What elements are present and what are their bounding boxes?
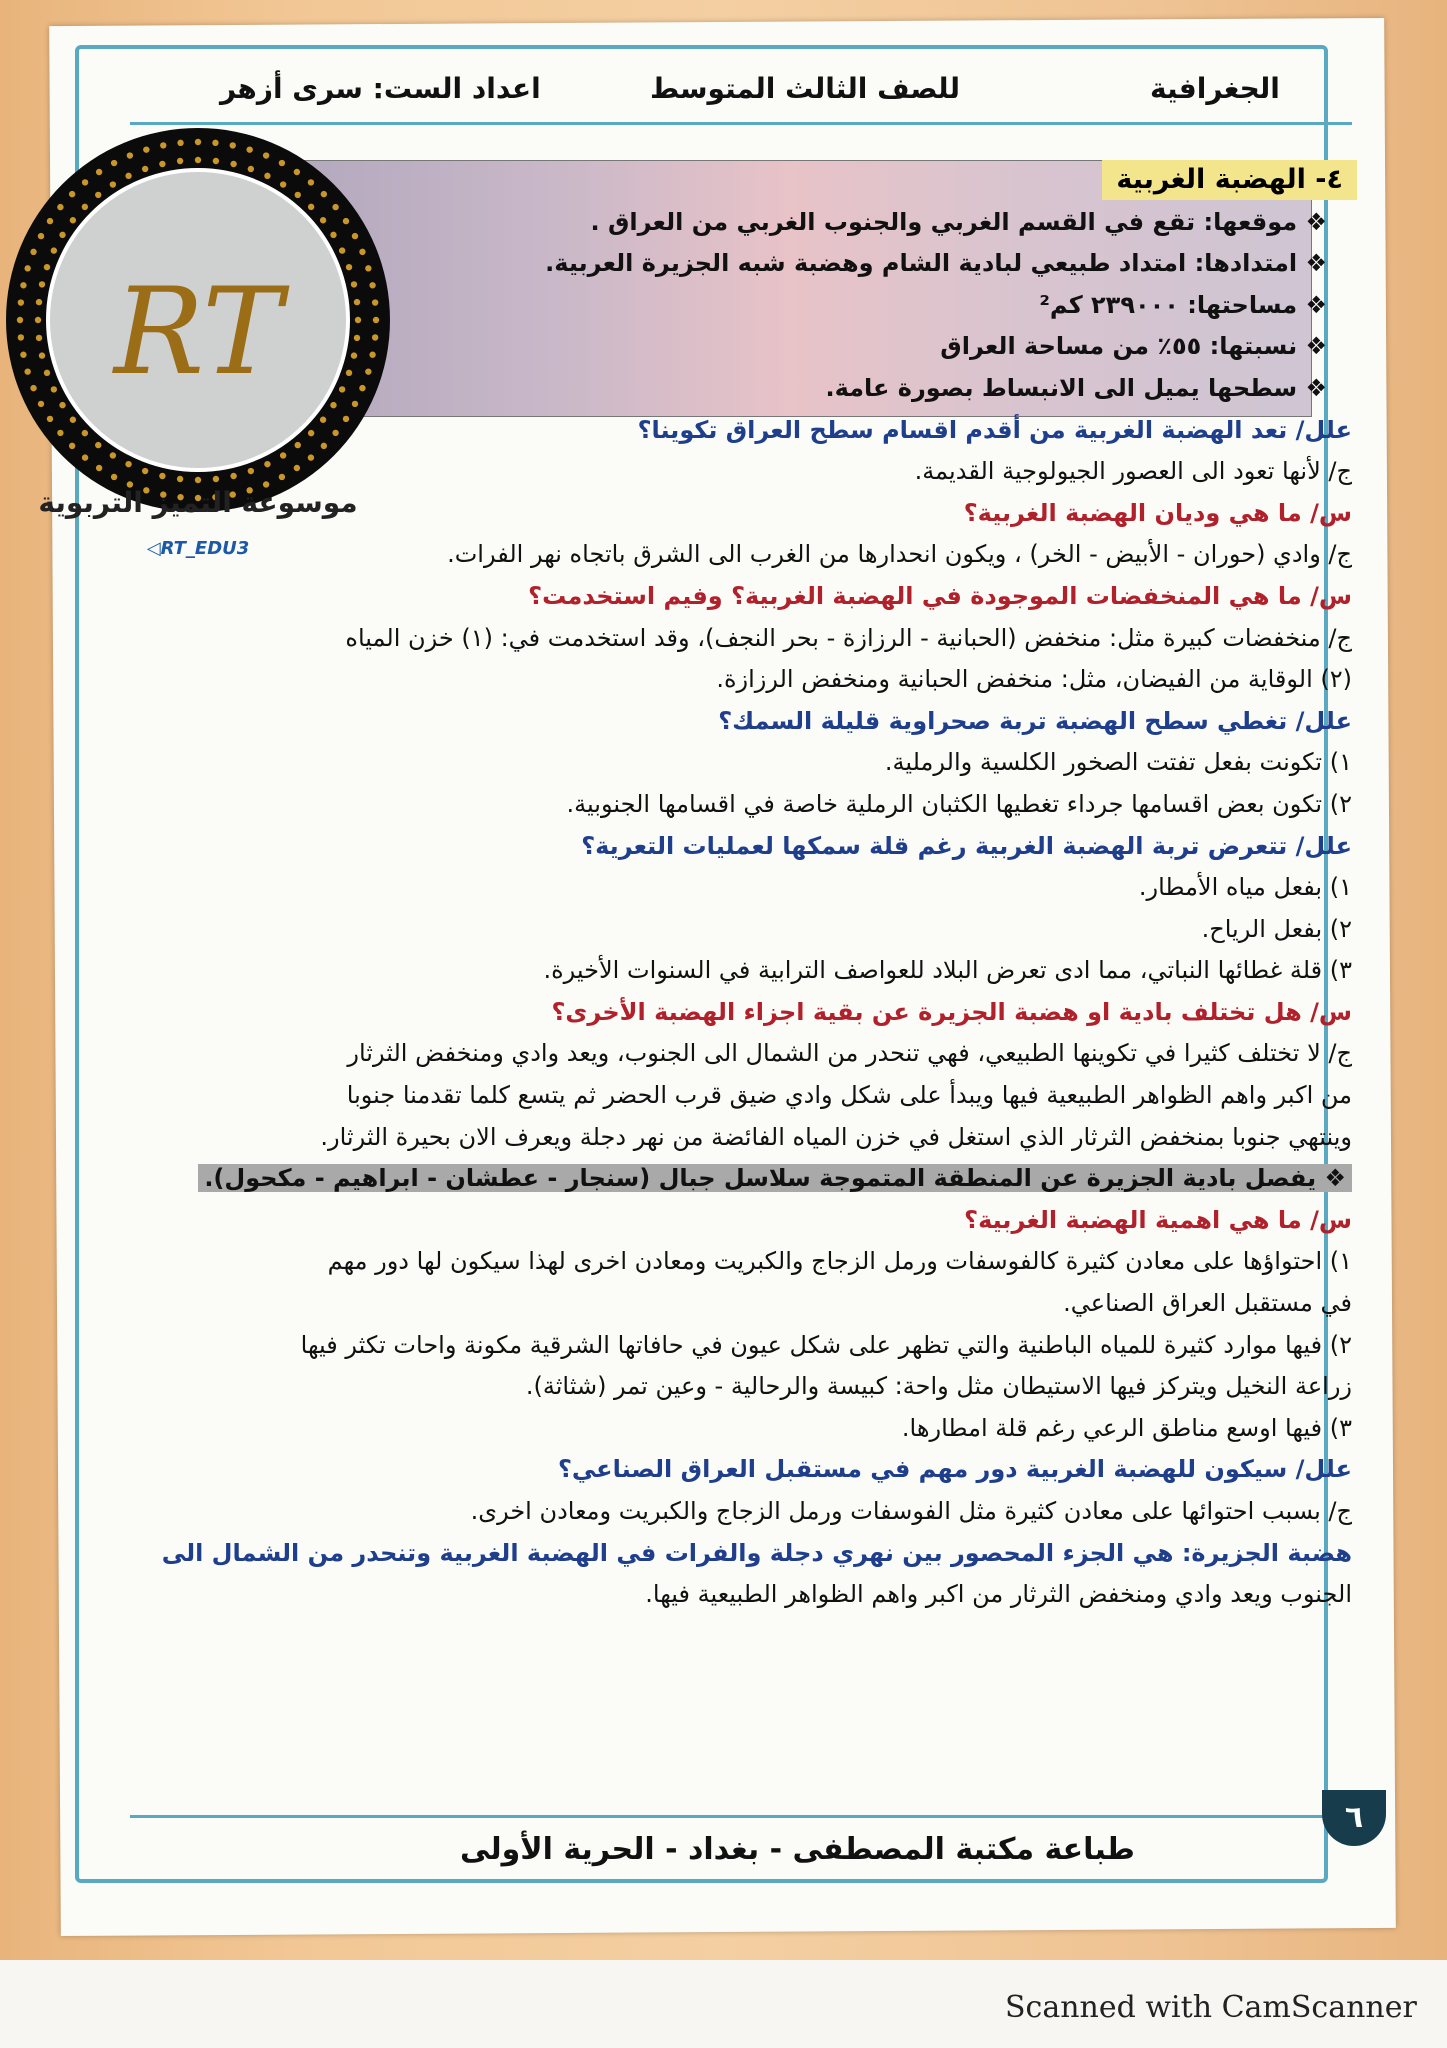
- logo-star-dot: [195, 157, 201, 163]
- logo-star-dot: [321, 191, 327, 197]
- answer-line: (٢) الوقاية من الفيضان، مثل: منخفض الحبانية ومنخفض الرزازة.: [716, 665, 1352, 694]
- logo-star-dot: [47, 218, 53, 224]
- logo-star-dot: [295, 192, 301, 198]
- logo-star-dot: [70, 217, 76, 223]
- logo-star-dot: [263, 152, 269, 158]
- logo-star-dot: [177, 158, 183, 164]
- logo-star-dot: [95, 192, 101, 198]
- logo-star-dot: [82, 430, 88, 436]
- question-line: س/ ما هي وديان الهضبة الغربية؟: [963, 498, 1352, 527]
- logo-star-dot: [70, 417, 76, 423]
- logo-star-dot: [38, 401, 44, 407]
- logo-star-dot: [111, 474, 117, 480]
- logo-star-dot: [343, 416, 349, 422]
- logo-star-dot: [82, 179, 88, 185]
- logo-star-dot: [365, 265, 371, 271]
- header-divider: [130, 122, 1352, 125]
- logo-star-dot: [279, 474, 285, 480]
- scanner-note: Scanned with CamScanner: [1005, 1990, 1417, 2025]
- logo-star-dot: [230, 161, 236, 167]
- logo-handle: ◁RT_EDU3: [146, 538, 250, 559]
- logo-star-dot: [110, 181, 116, 187]
- logo-star-dot: [308, 179, 314, 185]
- answer-line: ٢) فيها موارد كثيرة للمياه الباطنية والتي تظهر على شكل عيون في حافاتها الشرقية مكونة واحات تكثر فيها: [300, 1330, 1352, 1359]
- logo-star-dot: [346, 264, 352, 270]
- question-line: س/ هل تختلف بادية او هضبة الجزيرة عن بقية اجزاء الهضبة الأخرى؟: [551, 997, 1352, 1026]
- logo-star-dot: [212, 140, 218, 146]
- question-line: علل/ سيكون للهضبة الغربية دور مهم في مستقبل العراق الصناعي؟: [557, 1455, 1352, 1484]
- logo-star-dot: [59, 402, 65, 408]
- logo-star-dot: [359, 249, 365, 255]
- logo-star-dot: [82, 204, 88, 210]
- answer-line: ٢) تكون بعض اقسامها جرداء تغطيها الكثبان الرملية خاصة في اقسامها الجنوبية.: [566, 789, 1352, 818]
- logo-star-dot: [213, 158, 219, 164]
- question-line: هضبة الجزيرة: هي الجزء المحصور بين نهري دجلة والفرات في الهضبة الغربية وتنحدر من الشمال الى: [161, 1538, 1352, 1567]
- logo-star-dot: [294, 465, 300, 471]
- answer-line: من اكبر واهم الظواهر الطبيعية فيها ويبدأ على شكل وادي ضيق قرب الحضر ثم يتسع كلما تقدمنا جنوبا: [346, 1081, 1352, 1110]
- logo-star-dot: [330, 232, 336, 238]
- logo-star-dot: [246, 146, 252, 152]
- logo-star-dot: [308, 430, 314, 436]
- logo-star-dot: [213, 476, 219, 482]
- fact-item: ❖ موقعها: تقع في القسم الغربي والجنوب الغربي من العراق .: [590, 207, 1327, 236]
- logo-star-dot: [248, 468, 254, 474]
- printer-footer: طباعة مكتبة المصطفى - بغداد - الحرية الأولى: [460, 1832, 1135, 1867]
- logo-star-dot: [230, 142, 236, 148]
- answer-line: الجنوب ويعد وادي ومنخفض الثرثار من اكبر واهم الظواهر الطبيعية فيها.: [645, 1580, 1352, 1609]
- logo-star-dot: [279, 160, 285, 166]
- logo-star-dot: [96, 169, 102, 175]
- logo-star-dot: [280, 181, 286, 187]
- logo-star-dot: [330, 402, 336, 408]
- logo-star-dot: [264, 173, 270, 179]
- logo-star-dot: [82, 454, 88, 460]
- footer-divider: [130, 1815, 1337, 1818]
- logo-star-dot: [339, 247, 345, 253]
- logo-star-dot: [321, 443, 327, 449]
- answer-line: ج/ لأنها تعود الى العصور الجيولوجية القديمة.: [914, 457, 1352, 486]
- answer-line: ج/ بسبب احتوائها على معادن كثيرة مثل الفوسفات ورمل الزجاج والكبريت ومعادن اخرى.: [470, 1497, 1352, 1525]
- question-line: علل/ تعد الهضبة الغربية من أقدم اقسام سطح العراق تكوينا؟: [637, 415, 1352, 444]
- logo-star-dot: [264, 461, 270, 467]
- logo-star-dot: [159, 473, 165, 479]
- answer-line: ج/ منخفضات كبيرة مثل: منخفض (الحبانية - الرزازة - بحر النجف)، وقد استخدمت في: (١) خزن المياه: [345, 623, 1352, 652]
- answer-line: ج/ لا تختلف كثيرا في تكوينها الطبيعي، فهي تنحدر من الشمال الى الجنوب، ويعد وادي ومنخفض الثرثار: [347, 1039, 1352, 1068]
- logo-star-dot: [142, 166, 148, 172]
- logo-star-dot: [248, 166, 254, 172]
- page-number: ٦: [1322, 1790, 1386, 1846]
- body-lines: [140, 410, 1352, 1616]
- logo-star-dot: [159, 161, 165, 167]
- logo-star-dot: [294, 169, 300, 175]
- logo-star-dot: [343, 218, 349, 224]
- logo-star-dot: [308, 204, 314, 210]
- highlight-text: ❖ يفصل بادية الجزيرة عن المنطقة المتموجة سلاسل جبال (سنجار - عطشان - ابراهيم - مكحول).: [198, 1164, 1352, 1192]
- logo-star-dot: [280, 452, 286, 458]
- logo-star-dot: [24, 265, 30, 271]
- logo-star-dot: [195, 139, 201, 145]
- logo-star-dot: [332, 204, 338, 210]
- answer-line: ١) بفعل مياه الأمطار.: [1138, 873, 1352, 902]
- grade-label: للصف الثالث المتوسط: [650, 72, 960, 105]
- highlight-note: [140, 1158, 1352, 1200]
- logo-star-dot: [295, 442, 301, 448]
- fact-item: ❖ امتدادها: امتداد طبيعي لبادية الشام وهضبة شبه الجزيرة العربية.: [545, 249, 1327, 278]
- logo-star-dot: [51, 247, 57, 253]
- logo-star-dot: [59, 232, 65, 238]
- logo-star-dot: [125, 173, 131, 179]
- logo-star-dot: [230, 473, 236, 479]
- logo-handle-text: RT_EDU3: [160, 538, 250, 559]
- logo-star-dot: [160, 142, 166, 148]
- logo-name: موسوعة التميز التربوية: [38, 486, 358, 519]
- logo-star-dot: [110, 452, 116, 458]
- logo-star-dot: [195, 477, 201, 483]
- answer-line: ١) تكونت بفعل تفتت الصخور الكلسية والرملية.: [884, 748, 1352, 777]
- fact-item: ❖ نسبتها: ٥٥٪ من مساحة العراق: [940, 332, 1327, 361]
- logo-star-dot: [177, 476, 183, 482]
- question-line: علل/ تتعرض تربة الهضبة الغربية رغم قلة سمكها لعمليات التعرية؟: [581, 831, 1352, 860]
- logo-star-dot: [143, 146, 149, 152]
- logo-star-dot: [352, 401, 358, 407]
- logo-star-dot: [111, 160, 117, 166]
- answer-line: ٣) فيها اوسع مناطق الرعي رغم قلة امطارها.: [901, 1413, 1352, 1442]
- answer-line: وينتهي جنوبا بمنخفض الثرثار الذي استغل في خزن المياه الفائضة من نهر دجلة ويعرف الان بحيرة الثرثار.: [320, 1122, 1352, 1151]
- logo-star-dot: [125, 461, 131, 467]
- logo-star-dot: [57, 204, 63, 210]
- fact-item: ❖ سطحها يميل الى الانبساط بصورة عامة.: [825, 373, 1327, 402]
- subject-label: الجغرافية: [1150, 72, 1280, 105]
- logo-star-dot: [352, 233, 358, 239]
- logo-star-dot: [127, 152, 133, 158]
- question-line: س/ ما هي المنخفضات الموجودة في الهضبة الغربية؟ وفيم استخدمت؟: [528, 581, 1352, 610]
- question-line: س/ ما هي اهمية الهضبة الغربية؟: [964, 1205, 1352, 1234]
- logo-star-dot: [30, 249, 36, 255]
- logo-star-dot: [69, 443, 75, 449]
- answer-line: ج/ وادي (حوران - الأبيض - الخر) ، ويكون انحدارها من الغرب الى الشرق باتجاه نهر الفرات.: [447, 540, 1352, 569]
- logo-star-dot: [308, 454, 314, 460]
- logo-star-dot: [177, 140, 183, 146]
- logo-star-dot: [44, 264, 50, 270]
- author-label: اعداد الست: سرى أزهر: [220, 72, 541, 105]
- logo-star-dot: [320, 417, 326, 423]
- logo-star-dot: [332, 430, 338, 436]
- rt-logo: [6, 128, 390, 559]
- logo-star-dot: [69, 191, 75, 197]
- logo-star-dot: [142, 468, 148, 474]
- answer-line: زراعة النخيل ويتركز فيها الاستيطان مثل واحة: كبيسة والرحالية - وعين تمر (شثاثة).: [525, 1372, 1352, 1401]
- logo-star-dot: [95, 442, 101, 448]
- answer-line: ١) احتواؤها على معادن كثيرة كالفوسفات ورمل الزجاج والكبريت ومعادن اخرى لهذا سيكون لها دور مهم: [327, 1247, 1352, 1276]
- logo-star-dot: [57, 430, 63, 436]
- answer-line: في مستقبل العراق الصناعي.: [1063, 1289, 1352, 1318]
- answer-line: ٢) بفعل الرياح.: [1201, 914, 1352, 943]
- logo-star-dot: [320, 217, 326, 223]
- section-title: ٤- الهضبة الغربية: [1102, 160, 1357, 200]
- logo-star-dot: [96, 465, 102, 471]
- logo-star-dot: [38, 233, 44, 239]
- logo-letters: RT: [113, 263, 283, 402]
- question-line: علل/ تغطي سطح الهضبة تربة صحراوية قليلة السمك؟: [718, 706, 1352, 735]
- logo-star-dot: [47, 416, 53, 422]
- answer-line: ٣) قلة غطائها النباتي، مما ادى تعرض البلاد للعواصف الترابية في السنوات الأخيرة.: [543, 956, 1352, 985]
- fact-item: ❖ مساحتها: ٢٣٩٠٠٠ كم²: [1039, 290, 1327, 319]
